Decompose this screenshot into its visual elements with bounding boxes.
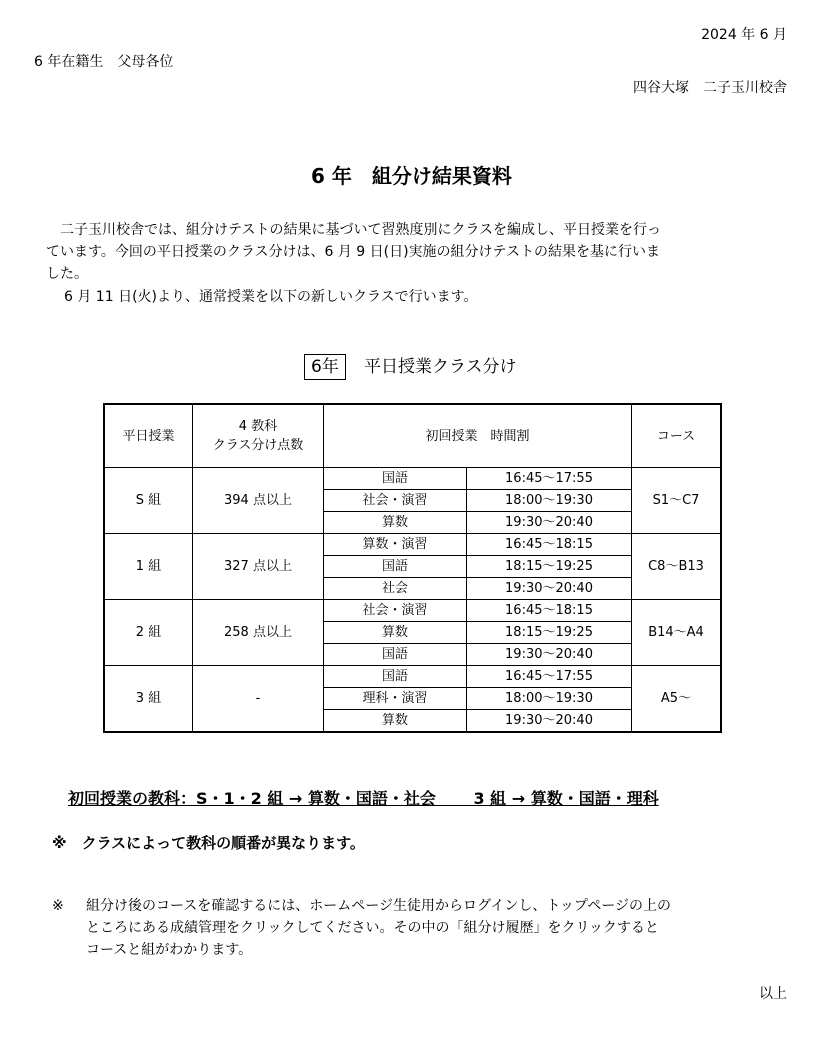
lesson-subject: 国語 [324, 644, 467, 666]
page-title: 6 年 組分け結果資料 [311, 164, 512, 188]
lesson-time: 18:15～19:25 [467, 622, 632, 644]
intro-line: 二子玉川校舎では、組分けテストの結果に基づいて習熟度別にクラスを編成し、平日授業を行っ [46, 222, 662, 238]
lesson-subject: 算数・演習 [324, 534, 467, 556]
header-course: コース [632, 404, 722, 468]
note-body [86, 895, 792, 961]
lesson-subject: 国語 [324, 666, 467, 688]
header-class: 平日授業 [104, 404, 193, 468]
class-name: 3 組 [104, 666, 193, 733]
header-schedule: 初回授業 時間割 [324, 404, 632, 468]
lesson-subject: 算数 [324, 512, 467, 534]
class-course: C8～B13 [632, 534, 722, 600]
header-score [193, 404, 324, 468]
lesson-time: 16:45～17:55 [467, 666, 632, 688]
lesson-subject: 算数 [324, 710, 467, 733]
class-name: 2 組 [104, 600, 193, 666]
document-date: 2024 年 6 月 [701, 27, 787, 43]
lesson-subject: 社会 [324, 578, 467, 600]
class-score: 327 点以上 [193, 534, 324, 600]
header-score-line2: クラス分け点数 [212, 438, 304, 453]
class-course: A5～ [632, 666, 722, 733]
class-name: S 組 [104, 468, 193, 534]
intro-notice: 6 月 11 日(火)より、通常授業を以下の新しいクラスで行います。 [64, 289, 478, 305]
school-name: 四谷大塚 二子玉川校舎 [633, 80, 787, 96]
lesson-time: 16:45～17:55 [467, 468, 632, 490]
lesson-subject: 理科・演習 [324, 688, 467, 710]
class-score: - [193, 666, 324, 733]
class-course: S1～C7 [632, 468, 722, 534]
lesson-time: 19:30～20:40 [467, 710, 632, 733]
class-name: 1 組 [104, 534, 193, 600]
lesson-time: 18:00～19:30 [467, 490, 632, 512]
note-line: 組分け後のコースを確認するには、ホームページ生徒用からログインし、トップページの上の [86, 898, 672, 914]
class-table [103, 403, 722, 733]
lesson-time: 19:30～20:40 [467, 512, 632, 534]
lesson-subject: 社会・演習 [324, 490, 467, 512]
intro-line: した。 [46, 266, 88, 282]
class-score: 394 点以上 [193, 468, 324, 534]
note-line: ところにある成績管理をクリックしてください。その中の「組分け履歴」をクリックすると [86, 920, 659, 936]
table-header-row [104, 404, 721, 468]
class-score: 258 点以上 [193, 600, 324, 666]
lesson-time: 19:30～20:40 [467, 578, 632, 600]
header-score-line1: 4 教科 [238, 419, 278, 434]
class-course: B14～A4 [632, 600, 722, 666]
table-row [104, 600, 721, 622]
note-subject-order: ※ クラスによって教科の順番が異なります。 [52, 834, 365, 852]
table-row [104, 468, 721, 490]
note-course-check [52, 895, 792, 961]
note-line: コースと組がわかります。 [86, 942, 253, 958]
table-subtitle: 平日授業クラス分け [364, 357, 517, 377]
lesson-time: 18:15～19:25 [467, 556, 632, 578]
lesson-time: 16:45～18:15 [467, 600, 632, 622]
table-row [104, 534, 721, 556]
intro-paragraph [46, 219, 792, 285]
intro-line: ています。今回の平日授業のクラス分けは、6 月 9 日(日)実施の組分けテストの結果を基に行いま [46, 244, 660, 260]
lesson-time: 19:30～20:40 [467, 644, 632, 666]
lesson-subject: 社会・演習 [324, 600, 467, 622]
note-mark: ※ [52, 898, 64, 914]
first-lesson-subjects: 初回授業の教科：S・1・2 組 → 算数・国語・社会 3 組 → 算数・国語・理科 [68, 789, 659, 808]
grade-box: 6年 [304, 354, 346, 380]
lesson-subject: 国語 [324, 468, 467, 490]
closing-mark: 以上 [759, 986, 787, 1002]
lesson-subject: 国語 [324, 556, 467, 578]
lesson-time: 18:00～19:30 [467, 688, 632, 710]
lesson-subject: 算数 [324, 622, 467, 644]
table-row [104, 666, 721, 688]
lesson-time: 16:45～18:15 [467, 534, 632, 556]
recipients: 6 年在籍生 父母各位 [34, 54, 174, 70]
